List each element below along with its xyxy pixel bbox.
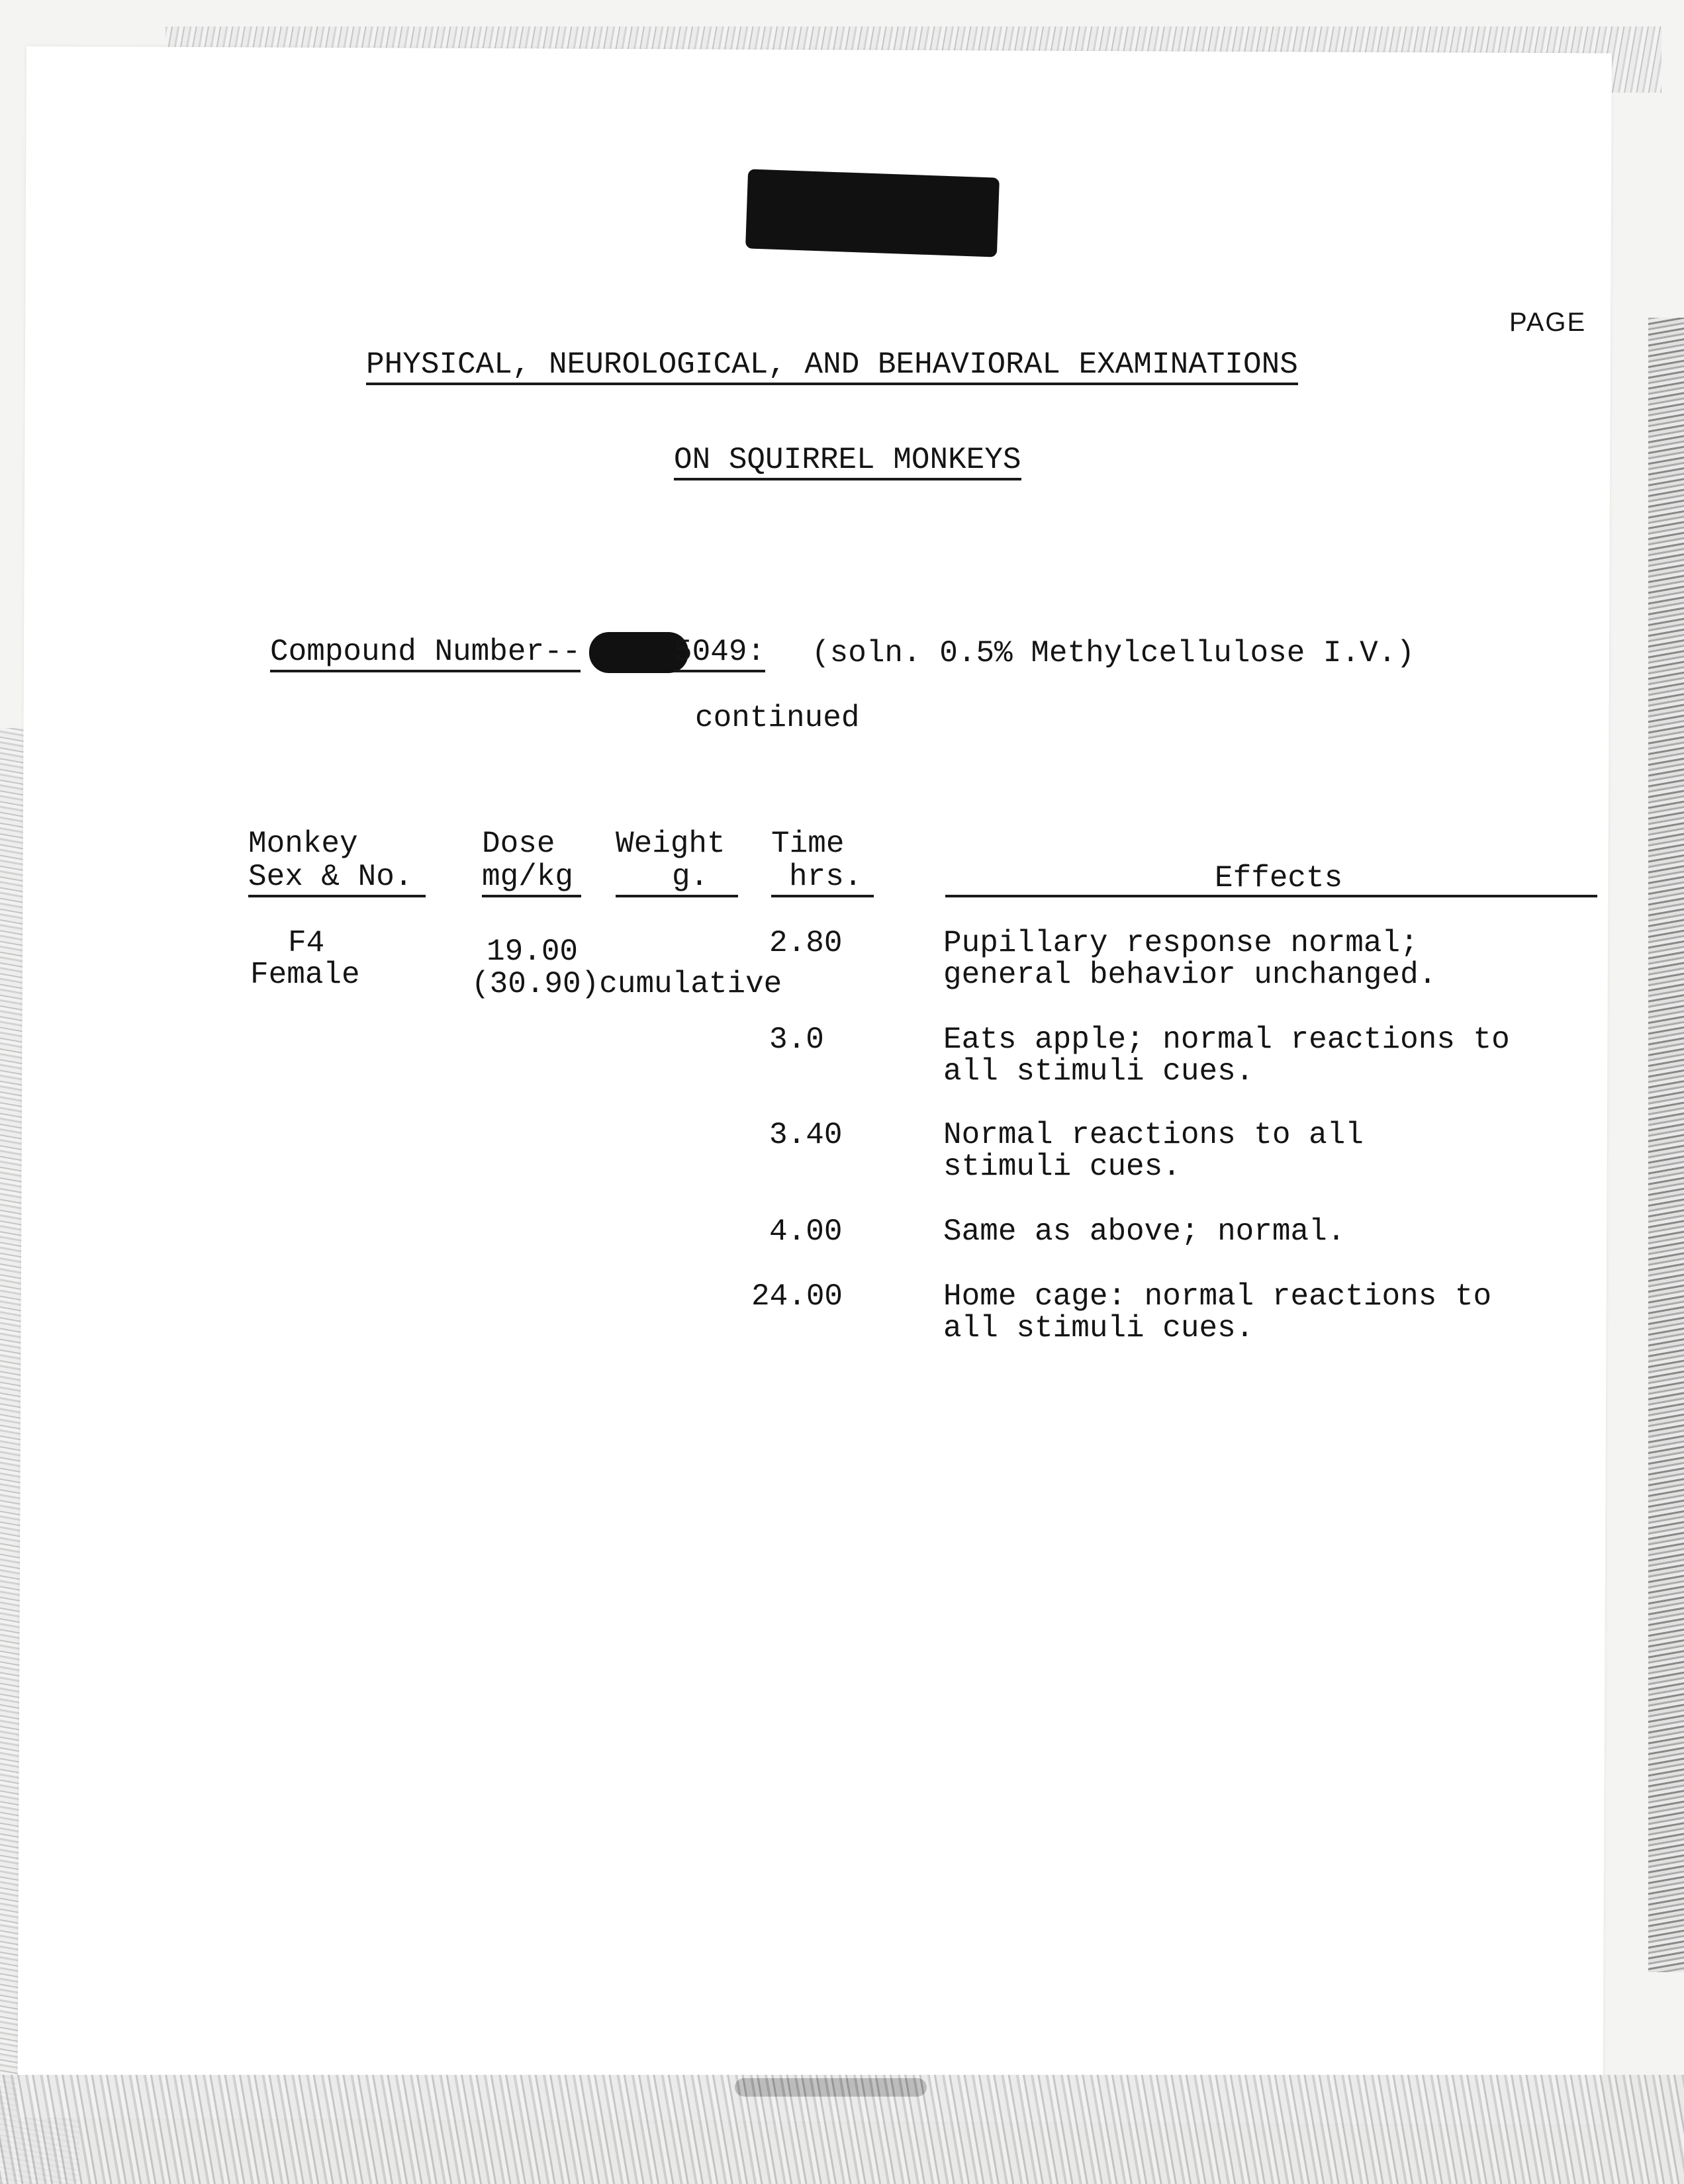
row-time: 24.00 bbox=[751, 1279, 843, 1314]
compound-label: Compound Number-- bbox=[270, 635, 581, 672]
rule-weight bbox=[616, 895, 738, 897]
continued-note: continued bbox=[695, 701, 860, 735]
subject-id: F4 bbox=[288, 926, 325, 960]
subject-cumulative-dose: (30.90)cumulative bbox=[471, 967, 782, 1001]
row-time: 4.00 bbox=[769, 1214, 843, 1249]
row-effect-line1: Same as above; normal. bbox=[943, 1214, 1346, 1249]
row-effect-line1: Pupillary response normal; bbox=[943, 926, 1419, 960]
header-monkey-line2: Sex & No. bbox=[248, 860, 413, 894]
row-effect-line2: general behavior unchanged. bbox=[943, 958, 1437, 992]
compound-solution: (soln. 0.5% Methylcellulose I.V.) bbox=[812, 636, 1415, 670]
row-effect-line2: stimuli cues. bbox=[943, 1150, 1181, 1184]
row-effect-line1: Home cage: normal reactions to bbox=[943, 1279, 1492, 1314]
rule-time bbox=[771, 895, 874, 897]
rule-effects bbox=[945, 895, 1597, 897]
redaction-top bbox=[745, 169, 1000, 257]
header-dose-line2: mg/kg bbox=[482, 860, 574, 894]
document-title: PHYSICAL, NEUROLOGICAL, AND BEHAVIORAL EXAMINATIONS bbox=[366, 348, 1298, 385]
scan-noise-bottom bbox=[0, 2075, 1684, 2184]
rule-dose bbox=[482, 895, 581, 897]
header-time-line1: Time bbox=[771, 827, 845, 861]
subject-dose: 19.00 bbox=[487, 934, 579, 969]
row-effect-line1: Eats apple; normal reactions to bbox=[943, 1023, 1510, 1057]
row-time: 3.0 bbox=[769, 1023, 824, 1057]
compound-number-suffix: 5049: bbox=[674, 635, 765, 672]
row-effect-line2: all stimuli cues. bbox=[943, 1054, 1254, 1089]
header-dose-line1: Dose bbox=[482, 827, 555, 861]
header-effects: Effects bbox=[1215, 861, 1343, 895]
header-time-line2: hrs. bbox=[789, 860, 863, 894]
row-time: 2.80 bbox=[769, 926, 843, 960]
scan-noise-right bbox=[1648, 318, 1684, 1972]
row-effect-line2: all stimuli cues. bbox=[943, 1311, 1254, 1345]
header-weight-line2: g. bbox=[672, 860, 709, 894]
subject-sex: Female bbox=[250, 958, 360, 992]
row-effect-line1: Normal reactions to all bbox=[943, 1118, 1364, 1152]
header-monkey-line1: Monkey bbox=[248, 827, 358, 861]
row-time: 3.40 bbox=[769, 1118, 843, 1152]
header-weight-line1: Weight bbox=[616, 827, 725, 861]
document-subtitle: ON SQUIRREL MONKEYS bbox=[674, 443, 1021, 480]
rule-monkey bbox=[248, 895, 426, 897]
page-label: PAGE bbox=[1509, 308, 1587, 337]
